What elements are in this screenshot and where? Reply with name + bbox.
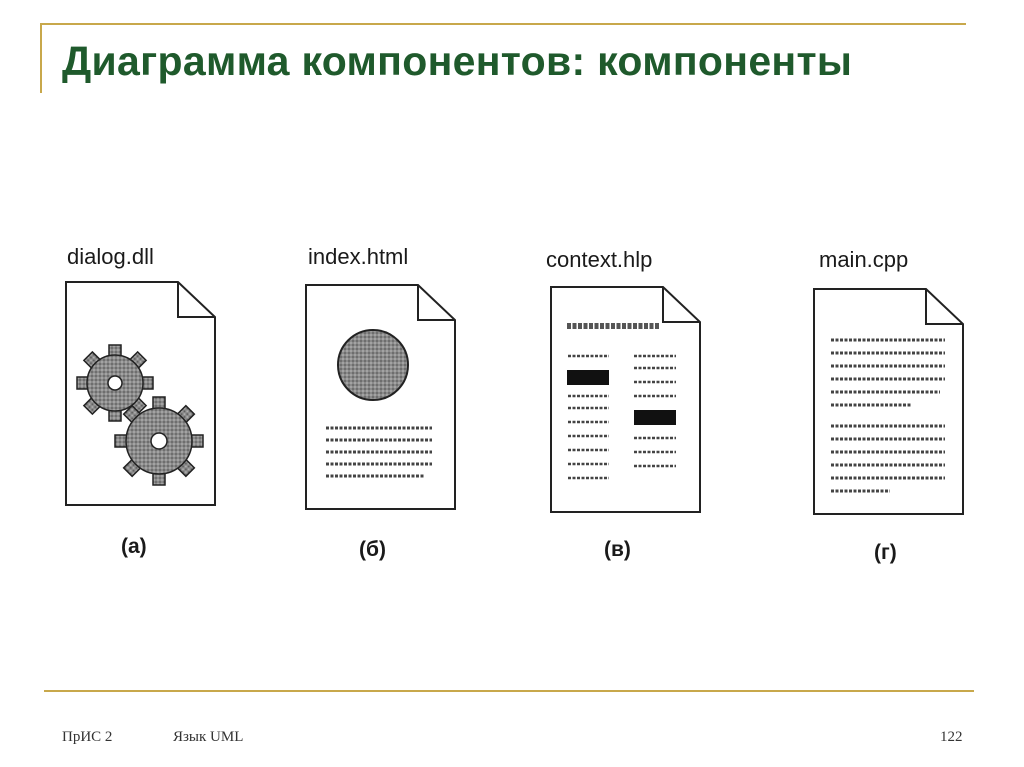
page-number: 122 [940,729,963,745]
component-caption: (б) [359,538,386,561]
filename-label: index.html [308,244,409,269]
document-dialog-dll [66,282,215,505]
filename-label: main.cpp [819,247,909,272]
image-circle-icon [338,330,408,400]
component-caption: (г) [874,541,897,564]
component-caption: (а) [121,535,147,558]
document-context-hlp [551,287,700,512]
component-caption: (в) [604,538,631,561]
filename-label: context.hlp [546,247,653,272]
document-index-html [306,285,455,509]
footer-course: ПрИС 2 [62,729,113,745]
footer-divider [44,690,974,692]
document-main-cpp [814,289,963,514]
slide-title: Диаграмма компонентов: компоненты [62,38,853,84]
filename-label: dialog.dll [67,244,154,269]
footer-topic: Язык UML [173,729,244,745]
